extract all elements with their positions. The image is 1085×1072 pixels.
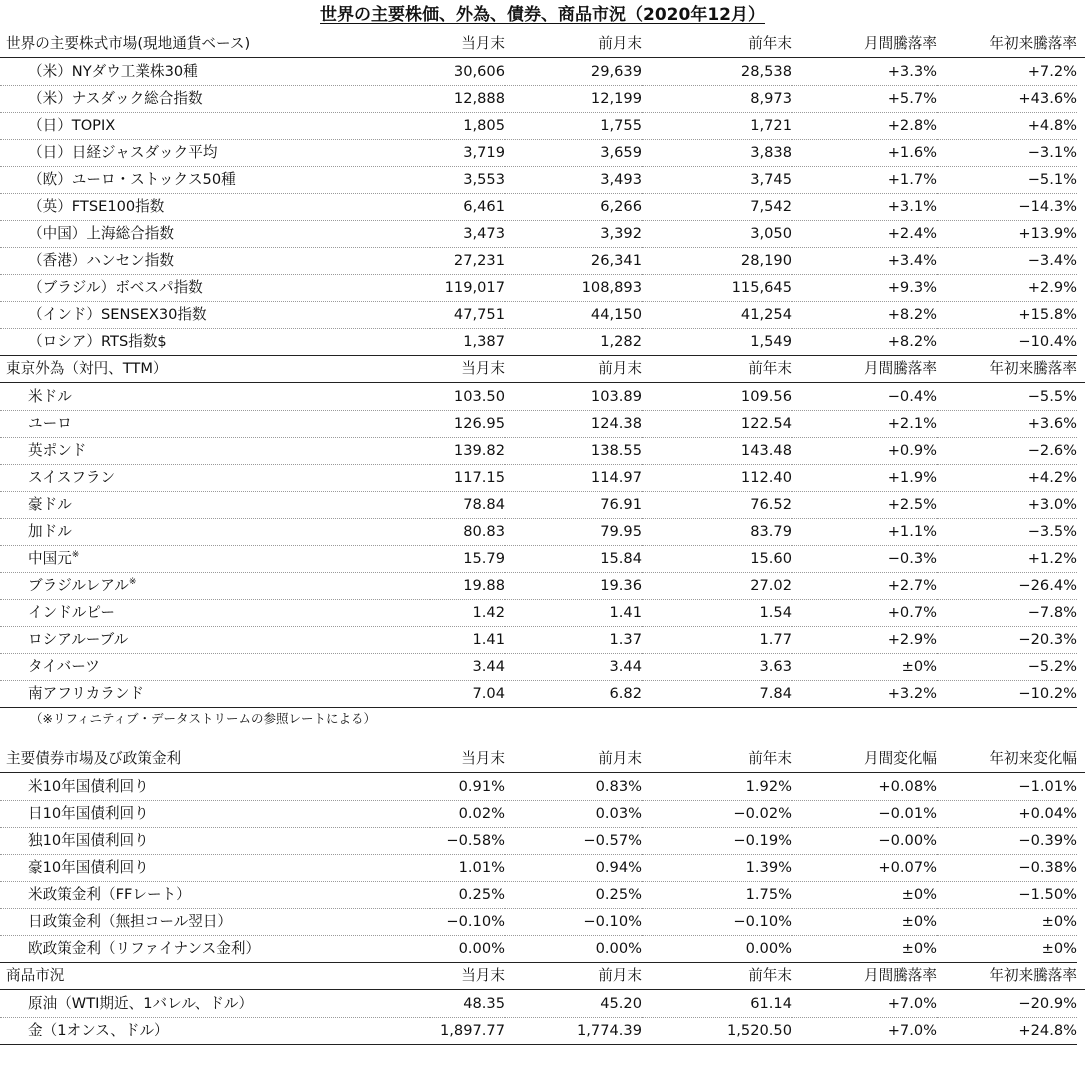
cell-value: 47,751 bbox=[430, 301, 505, 329]
table-row bbox=[0, 626, 1085, 653]
table-row bbox=[0, 383, 1085, 410]
row-label: タイバーツ bbox=[0, 653, 430, 681]
cell-value: +1.7% bbox=[792, 166, 937, 194]
table-header-row bbox=[0, 962, 1085, 990]
table-row bbox=[0, 328, 1085, 355]
cell-value: −0.39% bbox=[937, 827, 1077, 855]
cell-value: 139.82 bbox=[430, 437, 505, 465]
column-header: 当月末 bbox=[461, 360, 505, 377]
row-label: （インド）SENSEX30指数 bbox=[0, 301, 430, 329]
cell-value: 6.82 bbox=[505, 680, 642, 708]
cell-value: 1,805 bbox=[430, 112, 505, 140]
table-row bbox=[0, 545, 1085, 572]
cell-value: +2.9% bbox=[937, 274, 1077, 302]
cell-value: 15.79 bbox=[430, 545, 505, 573]
row-label: （欧）ユーロ・ストックス50種 bbox=[0, 166, 430, 194]
cell-value: +1.2% bbox=[937, 545, 1077, 573]
cell-value: 76.91 bbox=[505, 491, 642, 519]
table-row bbox=[0, 773, 1085, 800]
cell-value: 0.03% bbox=[505, 800, 642, 828]
cell-value: −0.10% bbox=[505, 908, 642, 936]
table-row bbox=[0, 653, 1085, 680]
table-row bbox=[0, 112, 1085, 139]
row-label: スイスフラン bbox=[0, 464, 430, 492]
column-header: 年初来騰落率 bbox=[989, 360, 1077, 377]
row-label: 豪10年国債利回り bbox=[0, 854, 430, 882]
cell-value: −3.5% bbox=[937, 518, 1077, 546]
cell-value: 112.40 bbox=[642, 464, 792, 492]
cell-value: +3.1% bbox=[792, 193, 937, 221]
cell-value: 1,774.39 bbox=[505, 1017, 642, 1045]
table-row bbox=[0, 410, 1085, 437]
cell-value: 0.00% bbox=[505, 935, 642, 963]
column-header: 当月末 bbox=[461, 750, 505, 767]
cell-value: 1.77 bbox=[642, 626, 792, 654]
cell-value: 1,520.50 bbox=[642, 1017, 792, 1045]
table-row bbox=[0, 518, 1085, 545]
cell-value: −0.00% bbox=[792, 827, 937, 855]
cell-value: +3.0% bbox=[937, 491, 1077, 519]
table-row bbox=[0, 139, 1085, 166]
spacer bbox=[0, 731, 1085, 745]
column-header: 月間騰落率 bbox=[864, 360, 937, 377]
cell-value: −7.8% bbox=[937, 599, 1077, 627]
row-label: 日10年国債利回り bbox=[0, 800, 430, 828]
cell-value: 1.75% bbox=[642, 881, 792, 909]
section-title: 主要債券市場及び政策金利 bbox=[6, 750, 182, 767]
cell-value: 12,199 bbox=[505, 85, 642, 113]
table-row bbox=[0, 572, 1085, 599]
row-label: 米政策金利（FFレート） bbox=[0, 881, 430, 909]
cell-value: 19.88 bbox=[430, 572, 505, 600]
row-label: （ロシア）RTS指数$ bbox=[0, 328, 430, 356]
table-row bbox=[0, 247, 1085, 274]
column-header: 前月末 bbox=[598, 360, 642, 377]
cell-value: 78.84 bbox=[430, 491, 505, 519]
column-header: 前年末 bbox=[748, 967, 792, 984]
cell-value: 1.92% bbox=[642, 773, 792, 801]
cell-value: +2.7% bbox=[792, 572, 937, 600]
cell-value: −10.4% bbox=[937, 328, 1077, 356]
cell-value: +4.2% bbox=[937, 464, 1077, 492]
table-row bbox=[0, 881, 1085, 908]
column-header: 前年末 bbox=[748, 360, 792, 377]
table-header-row bbox=[0, 355, 1085, 383]
cell-value: 3,659 bbox=[505, 139, 642, 167]
section-title: 世界の主要株式市場(現地通貨ベース) bbox=[6, 35, 251, 52]
cell-value: −26.4% bbox=[937, 572, 1077, 600]
table-row bbox=[0, 193, 1085, 220]
cell-value: +3.3% bbox=[792, 58, 937, 86]
cell-value: +3.2% bbox=[792, 680, 937, 708]
stock-markets-table bbox=[0, 30, 1085, 355]
cell-value: 3,493 bbox=[505, 166, 642, 194]
row-label: （中国）上海総合指数 bbox=[0, 220, 430, 248]
cell-value: ±0% bbox=[792, 653, 937, 681]
row-label: 南アフリカランド bbox=[0, 680, 430, 708]
cell-value: −2.6% bbox=[937, 437, 1077, 465]
cell-value: 12,888 bbox=[430, 85, 505, 113]
cell-value: −0.01% bbox=[792, 800, 937, 828]
cell-value: −20.3% bbox=[937, 626, 1077, 654]
column-header: 前月末 bbox=[598, 35, 642, 52]
row-label: 中国元※ bbox=[0, 545, 430, 573]
cell-value: +9.3% bbox=[792, 274, 937, 302]
cell-value: 3.63 bbox=[642, 653, 792, 681]
cell-value: 3,719 bbox=[430, 139, 505, 167]
column-header: 年初来騰落率 bbox=[989, 35, 1077, 52]
table-row bbox=[0, 1017, 1085, 1044]
cell-value: 30,606 bbox=[430, 58, 505, 86]
cell-value: −20.9% bbox=[937, 990, 1077, 1018]
table-row bbox=[0, 680, 1085, 707]
cell-value: 27,231 bbox=[430, 247, 505, 275]
cell-value: 1.54 bbox=[642, 599, 792, 627]
cell-value: +1.6% bbox=[792, 139, 937, 167]
table-row bbox=[0, 166, 1085, 193]
cell-value: 3,392 bbox=[505, 220, 642, 248]
row-label: （英）FTSE100指数 bbox=[0, 193, 430, 221]
cell-value: 45.20 bbox=[505, 990, 642, 1018]
section-title: 商品市況 bbox=[6, 967, 65, 984]
cell-value: 61.14 bbox=[642, 990, 792, 1018]
cell-value: +2.8% bbox=[792, 112, 937, 140]
cell-value: ±0% bbox=[792, 881, 937, 909]
cell-value: 15.84 bbox=[505, 545, 642, 573]
cell-value: −0.02% bbox=[642, 800, 792, 828]
column-header: 前年末 bbox=[748, 750, 792, 767]
cell-value: ±0% bbox=[937, 935, 1077, 963]
footnote-mark: ※ bbox=[128, 577, 137, 587]
row-label: （米）ナスダック総合指数 bbox=[0, 85, 430, 113]
cell-value: −0.19% bbox=[642, 827, 792, 855]
cell-value: +43.6% bbox=[937, 85, 1077, 113]
cell-value: ±0% bbox=[937, 908, 1077, 936]
table-row bbox=[0, 301, 1085, 328]
cell-value: ±0% bbox=[792, 908, 937, 936]
cell-value: 28,538 bbox=[642, 58, 792, 86]
column-header: 年初来変化幅 bbox=[989, 750, 1077, 767]
cell-value: −0.10% bbox=[642, 908, 792, 936]
cell-value: 76.52 bbox=[642, 491, 792, 519]
row-label: （ブラジル）ボベスパ指数 bbox=[0, 274, 430, 302]
cell-value: 1,387 bbox=[430, 328, 505, 356]
cell-value: −14.3% bbox=[937, 193, 1077, 221]
table-row bbox=[0, 908, 1085, 935]
cell-value: 6,461 bbox=[430, 193, 505, 221]
row-label: 加ドル bbox=[0, 518, 430, 546]
cell-value: 7.04 bbox=[430, 680, 505, 708]
cell-value: 1.41 bbox=[430, 626, 505, 654]
row-label: （香港）ハンセン指数 bbox=[0, 247, 430, 275]
cell-value: +7.2% bbox=[937, 58, 1077, 86]
cell-value: 1,721 bbox=[642, 112, 792, 140]
table-row bbox=[0, 854, 1085, 881]
cell-value: +0.07% bbox=[792, 854, 937, 882]
cell-value: 1.37 bbox=[505, 626, 642, 654]
cell-value: 0.25% bbox=[505, 881, 642, 909]
cell-value: 7.84 bbox=[642, 680, 792, 708]
row-label: ブラジルレアル※ bbox=[0, 572, 430, 600]
cell-value: 28,190 bbox=[642, 247, 792, 275]
row-label: 日政策金利（無担コール翌日） bbox=[0, 908, 430, 936]
column-header: 前月末 bbox=[598, 967, 642, 984]
table-row bbox=[0, 491, 1085, 518]
cell-value: −5.2% bbox=[937, 653, 1077, 681]
column-header: 当月末 bbox=[461, 967, 505, 984]
page-title: 世界の主要株価、外為、債券、商品市況（2020年12月） bbox=[320, 5, 765, 25]
table-row bbox=[0, 800, 1085, 827]
table-header-row bbox=[0, 745, 1085, 773]
cell-value: 0.25% bbox=[430, 881, 505, 909]
cell-value: 1.01% bbox=[430, 854, 505, 882]
cell-value: 29,639 bbox=[505, 58, 642, 86]
cell-value: 19.36 bbox=[505, 572, 642, 600]
table-row bbox=[0, 274, 1085, 301]
column-header: 月間変化幅 bbox=[864, 750, 937, 767]
cell-value: −3.1% bbox=[937, 139, 1077, 167]
row-label: インドルピー bbox=[0, 599, 430, 627]
cell-value: 114.97 bbox=[505, 464, 642, 492]
cell-value: 1.41 bbox=[505, 599, 642, 627]
cell-value: 119,017 bbox=[430, 274, 505, 302]
cell-value: +2.1% bbox=[792, 410, 937, 438]
cell-value: 83.79 bbox=[642, 518, 792, 546]
cell-value: −0.4% bbox=[792, 383, 937, 411]
cell-value: 1,549 bbox=[642, 328, 792, 356]
cell-value: 44,150 bbox=[505, 301, 642, 329]
cell-value: +8.2% bbox=[792, 301, 937, 329]
cell-value: 7,542 bbox=[642, 193, 792, 221]
cell-value: +24.8% bbox=[937, 1017, 1077, 1045]
cell-value: 103.50 bbox=[430, 383, 505, 411]
row-label: 米ドル bbox=[0, 383, 430, 411]
cell-value: +7.0% bbox=[792, 1017, 937, 1045]
cell-value: +13.9% bbox=[937, 220, 1077, 248]
cell-value: ±0% bbox=[792, 935, 937, 963]
column-header: 前月末 bbox=[598, 750, 642, 767]
table-row bbox=[0, 990, 1085, 1017]
cell-value: +2.9% bbox=[792, 626, 937, 654]
cell-value: −1.01% bbox=[937, 773, 1077, 801]
cell-value: −0.10% bbox=[430, 908, 505, 936]
cell-value: −10.2% bbox=[937, 680, 1077, 708]
column-header: 当月末 bbox=[461, 35, 505, 52]
cell-value: 3.44 bbox=[430, 653, 505, 681]
cell-value: 48.35 bbox=[430, 990, 505, 1018]
cell-value: +0.9% bbox=[792, 437, 937, 465]
cell-value: +1.1% bbox=[792, 518, 937, 546]
cell-value: 1,755 bbox=[505, 112, 642, 140]
cell-value: 15.60 bbox=[642, 545, 792, 573]
cell-value: 1,282 bbox=[505, 328, 642, 356]
column-header: 月間騰落率 bbox=[864, 35, 937, 52]
cell-value: −1.50% bbox=[937, 881, 1077, 909]
cell-value: 103.89 bbox=[505, 383, 642, 411]
cell-value: 122.54 bbox=[642, 410, 792, 438]
cell-value: +5.7% bbox=[792, 85, 937, 113]
cell-value: 41,254 bbox=[642, 301, 792, 329]
column-header: 年初来騰落率 bbox=[989, 967, 1077, 984]
cell-value: +3.6% bbox=[937, 410, 1077, 438]
table-row bbox=[0, 827, 1085, 854]
cell-value: +7.0% bbox=[792, 990, 937, 1018]
cell-value: 0.00% bbox=[430, 935, 505, 963]
cell-value: 8,973 bbox=[642, 85, 792, 113]
cell-value: 3.44 bbox=[505, 653, 642, 681]
column-header: 前年末 bbox=[748, 35, 792, 52]
row-label: 豪ドル bbox=[0, 491, 430, 519]
table-header-row bbox=[0, 30, 1085, 58]
bond-markets-table bbox=[0, 745, 1085, 962]
fx-footnote: （※リフィニティブ・データストリームの参照レートによる） bbox=[30, 711, 376, 726]
table-row bbox=[0, 58, 1085, 85]
cell-value: 27.02 bbox=[642, 572, 792, 600]
cell-value: 1.39% bbox=[642, 854, 792, 882]
cell-value: +3.4% bbox=[792, 247, 937, 275]
cell-value: 3,050 bbox=[642, 220, 792, 248]
cell-value: 6,266 bbox=[505, 193, 642, 221]
cell-value: 138.55 bbox=[505, 437, 642, 465]
row-label: （日）日経ジャスダック平均 bbox=[0, 139, 430, 167]
cell-value: 124.38 bbox=[505, 410, 642, 438]
row-label: ユーロ bbox=[0, 410, 430, 438]
footnote-mark: ※ bbox=[71, 550, 80, 560]
cell-value: 79.95 bbox=[505, 518, 642, 546]
table-row bbox=[0, 220, 1085, 247]
table-row bbox=[0, 85, 1085, 112]
cell-value: +8.2% bbox=[792, 328, 937, 356]
row-label: （米）NYダウ工業株30種 bbox=[0, 58, 430, 86]
row-label: 原油（WTI期近、1バレル、ドル） bbox=[0, 990, 430, 1018]
row-label: 金（1オンス、ドル） bbox=[0, 1017, 430, 1045]
cell-value: −0.38% bbox=[937, 854, 1077, 882]
cell-value: +4.8% bbox=[937, 112, 1077, 140]
cell-value: −0.58% bbox=[430, 827, 505, 855]
table-row bbox=[0, 464, 1085, 491]
cell-value: 3,838 bbox=[642, 139, 792, 167]
cell-value: −5.1% bbox=[937, 166, 1077, 194]
cell-value: 80.83 bbox=[430, 518, 505, 546]
section-title: 東京外為（対円、TTM） bbox=[6, 360, 168, 377]
cell-value: +0.7% bbox=[792, 599, 937, 627]
cell-value: 0.02% bbox=[430, 800, 505, 828]
cell-value: 0.94% bbox=[505, 854, 642, 882]
cell-value: 3,745 bbox=[642, 166, 792, 194]
row-label: 独10年国債利回り bbox=[0, 827, 430, 855]
cell-value: +0.04% bbox=[937, 800, 1077, 828]
cell-value: 26,341 bbox=[505, 247, 642, 275]
commodities-table bbox=[0, 962, 1085, 1044]
cell-value: −5.5% bbox=[937, 383, 1077, 411]
cell-value: 1,897.77 bbox=[430, 1017, 505, 1045]
cell-value: +1.9% bbox=[792, 464, 937, 492]
cell-value: 3,553 bbox=[430, 166, 505, 194]
cell-value: +2.4% bbox=[792, 220, 937, 248]
column-header: 月間騰落率 bbox=[864, 967, 937, 984]
cell-value: 0.91% bbox=[430, 773, 505, 801]
fx-table bbox=[0, 355, 1085, 707]
cell-value: −0.3% bbox=[792, 545, 937, 573]
cell-value: 0.00% bbox=[642, 935, 792, 963]
row-label: 欧政策金利（リファイナンス金利） bbox=[0, 935, 430, 963]
cell-value: +0.08% bbox=[792, 773, 937, 801]
cell-value: 1.42 bbox=[430, 599, 505, 627]
row-label: 米10年国債利回り bbox=[0, 773, 430, 801]
cell-value: −3.4% bbox=[937, 247, 1077, 275]
cell-value: 0.83% bbox=[505, 773, 642, 801]
cell-value: +15.8% bbox=[937, 301, 1077, 329]
row-label: 英ポンド bbox=[0, 437, 430, 465]
table-row bbox=[0, 935, 1085, 962]
table-row bbox=[0, 437, 1085, 464]
cell-value: 109.56 bbox=[642, 383, 792, 411]
cell-value: −0.57% bbox=[505, 827, 642, 855]
cell-value: +2.5% bbox=[792, 491, 937, 519]
cell-value: 143.48 bbox=[642, 437, 792, 465]
cell-value: 117.15 bbox=[430, 464, 505, 492]
cell-value: 126.95 bbox=[430, 410, 505, 438]
row-label: （日）TOPIX bbox=[0, 112, 430, 140]
cell-value: 3,473 bbox=[430, 220, 505, 248]
cell-value: 115,645 bbox=[642, 274, 792, 302]
row-label: ロシアルーブル bbox=[0, 626, 430, 654]
table-row bbox=[0, 599, 1085, 626]
cell-value: 108,893 bbox=[505, 274, 642, 302]
